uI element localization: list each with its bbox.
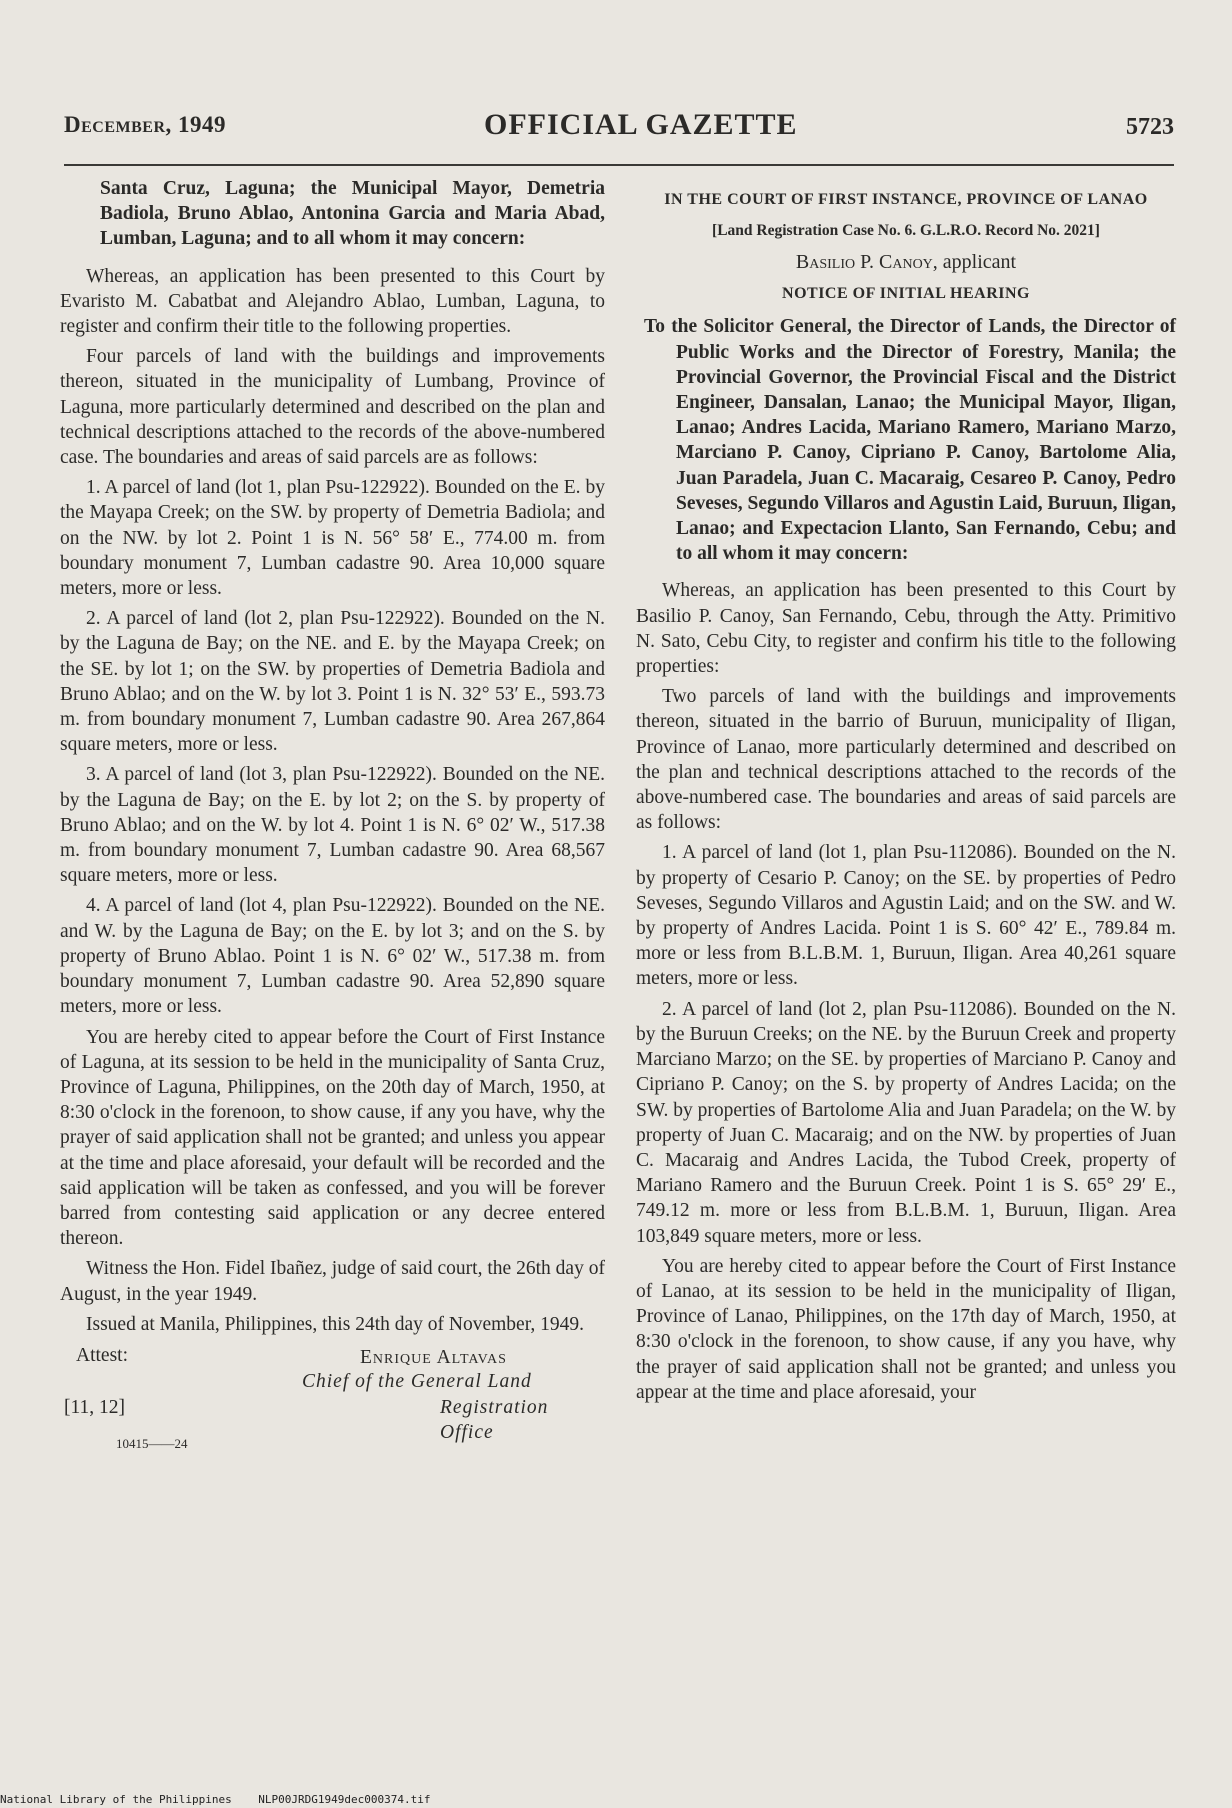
- left-parcel-3: 3. A parcel of land (lot 3, plan Psu-122922). Bounded on the NE. by the Laguna de Bay; on the E. by lot 2; on the S. by property of Bruno Ablao; and on the W. by lot 4. Point 1 is N. 6° 02′ W., 517.38 m. from boundary monument 7, Lumban cadastre 90. Area 68,567 square meters, more or less.: [60, 764, 605, 887]
- left-parcel-4: 4. A parcel of land (lot 4, plan Psu-122922). Bounded on the NE. and W. by the Laguna de Bay; on the E. by lot 3; and on the S. by property of Bruno Ablao. Point 1 is N. 6° 02′ W., 517.38 m. from boundary monument 7, Lumban cadastre 90. Area 52,890 square meters, more or less.: [60, 895, 605, 1018]
- notice-title: NOTICE OF INITIAL HEARING: [782, 285, 1030, 303]
- page-header: [64, 108, 1174, 152]
- left-parcel-2: 2. A parcel of land (lot 2, plan Psu-122922). Bounded on the N. by the Laguna de Bay; on the NE. and E. by the Mayapa Creek; on the SE. by lot 1; on the SW. by properties of Demetria Badiola and Bruno Ablao; and on the W. by lot 3. Point 1 is N. 32° 53′ E., 593.73 m. from boundary monument 7, Lumban cadastre 90. Area 267,864 square meters, more or less.: [60, 608, 605, 756]
- addressees: To the Solicitor General, the Director of Lands, the Director of Public Works and the Director of Forestry, Manila; the Provincial Governor, the Provincial Fiscal and the District Engineer, Dansalan, Lanao; the Municipal Mayor, Iligan, Lanao; Andres Lacida, Mariano Ramero, Mariano Marzo, Marciano P. Canoy, Cipriano P. Canoy, Bartolome Alia, Juan Paradela, Juan C. Macaraig, Cesareo P. Canoy, Pedro Seveses, Segundo Villaros and Agustin Laid, Buruun, Iligan, Lanao; and Expectacion Llanto, San Fernando, Cebu; and to all whom it may concern:: [644, 316, 1176, 565]
- court-heading: IN THE COURT OF FIRST INSTANCE, PROVINCE OF LANAO: [664, 191, 1148, 208]
- right-column: [636, 190, 1176, 1410]
- left-witness: Witness the Hon. Fidel Ibañez, judge of said court, the 26th day of August, in the year 1949.: [60, 1258, 605, 1305]
- right-cited: You are hereby cited to appear before the Court of First Instance of Lanao, at its session to be held in the municipality of Iligan, Province of Lanao, Philippines, on the 17th day of March, 1950, at 8:30 o'clock in the forenoon, to show cause, if any you have, why the prayer of said application shall not be granted; and unless you appear at the time and place aforesaid, your: [636, 1255, 1176, 1403]
- applicant-name: Basilio P. Canoy: [795, 251, 933, 273]
- footer-file: NLP00JRDG1949dec000374.tif: [258, 1793, 431, 1806]
- header-title: OFFICIAL GAZETTE: [484, 108, 798, 141]
- right-parcel-1: 1. A parcel of land (lot 1, plan Psu-112086). Bounded on the N. by property of Cesario P. Canoy; on the SE. by properties of Pedro Seveses, Segundo Villaros and Agustin Laid; and on the SW. and W. by property of Andres Lacida. Point 1 is S. 60° 42′ E., 789.84 m. more or less from B.L.B.M. 1, Buruun, Iligan. Area 40,261 square meters, more or less.: [636, 842, 1176, 990]
- applicant-line: [636, 250, 1176, 275]
- right-parcel-2: 2. A parcel of land (lot 2, plan Psu-112086). Bounded on the N. by the Buruun Creeks; on the NE. by the Buruun Creek and property Marciano Marzo; on the SE. by properties of Marciano P. Canoy and Cipriano P. Canoy; on the S. by property of Andres Lacida; on the SW. by properties of Bartolome Alia and Juan Paradela; on the W. by property of Juan C. Macaraig; and on the NW. by properties of Juan C. Macaraig and Andres Lacida, the Tubod Creek, property of Mariano Ramero and the Buruun Creek. Point 1 is S. 65° 29′ E., 749.12 m. more or less from B.L.B.M. 1, Buruun, Iligan. Area 103,849 square meters, more or less.: [636, 998, 1176, 1247]
- left-cited: You are hereby cited to appear before the Court of First Instance of Laguna, at its session to be held in the municipality of Santa Cruz, Province of Laguna, Philippines, on the 20th day of March, 1950, at 8:30 o'clock in the forenoon, to show cause, if any you have, why the prayer of said application shall not be granted; and unless you appear at the time and place aforesaid, your default will be recorded and the said application will be taken as confessed, and you will be forever barred from contesting said application or any decree entered thereon.: [60, 1026, 605, 1250]
- signer-name: Enrique Altavas: [360, 1346, 507, 1368]
- header-rule: [64, 164, 1174, 166]
- signer-title-line1: Chief of the General Land: [302, 1370, 532, 1392]
- right-intro: Two parcels of land with the buildings and improvements thereon, situated in the barrio of Buruun, municipality of Iligan, Province of Lanao, more particularly determined and described on the plan and technical descriptions attached to the records of the above-numbered case. The boundaries and areas of said parcels are as follows:: [636, 686, 1176, 834]
- header-date: December, 1949: [64, 112, 227, 137]
- attest-block: [60, 1343, 605, 1463]
- attest-label: Attest:: [76, 1344, 128, 1366]
- left-column: [60, 176, 605, 1463]
- right-whereas: Whereas, an application has been presented to this Court by Basilio P. Canoy, San Fernando, Cebu, through the Atty. Primitivo N. Sato, Cebu City, to register and confirm his title to the following properties:: [636, 580, 1176, 678]
- scan-footer: [0, 1793, 430, 1806]
- print-code: 10415——24: [116, 1435, 188, 1451]
- left-issued: Issued at Manila, Philippines, this 24th day of November, 1949.: [86, 1313, 585, 1335]
- applicant-role: , applicant: [932, 251, 1017, 273]
- case-reference: [Land Registration Case No. 6. G.L.R.O. Record No. 2021]: [712, 222, 1100, 239]
- issue-reference: [11, 12]: [64, 1396, 126, 1418]
- left-whereas: Whereas, an application has been presented to this Court by Evaristo M. Cabatbat and Alejandro Ablao, Lumban, Laguna, to register and confirm their title to the following properties.: [60, 265, 605, 338]
- header-page-number: 5723: [1126, 114, 1174, 140]
- left-address-continued: Santa Cruz, Laguna; the Municipal Mayor, Demetria Badiola, Bruno Ablao, Antonina Garcia and Maria Abad, Lumban, Laguna; and to all whom it may concern:: [100, 178, 605, 250]
- footer-library: National Library of the Philippines: [0, 1793, 232, 1806]
- left-intro: Four parcels of land with the buildings and improvements thereon, situated in the municipality of Lumbang, Province of Laguna, more particularly determined and described on the plan and technical descriptions attached to the records of the above-numbered case. The boundaries and areas of said parcels are as follows:: [60, 346, 605, 469]
- signer-title-line2: Registration Office: [440, 1396, 549, 1444]
- left-parcel-1: 1. A parcel of land (lot 1, plan Psu-122922). Bounded on the E. by the Mayapa Creek; on the SW. by property of Demetria Badiola; and on the NW. by lot 2. Point 1 is N. 56° 58′ E., 774.00 m. from boundary monument 7, Lumban cadastre 90. Area 10,000 square meters, more or less.: [60, 477, 605, 600]
